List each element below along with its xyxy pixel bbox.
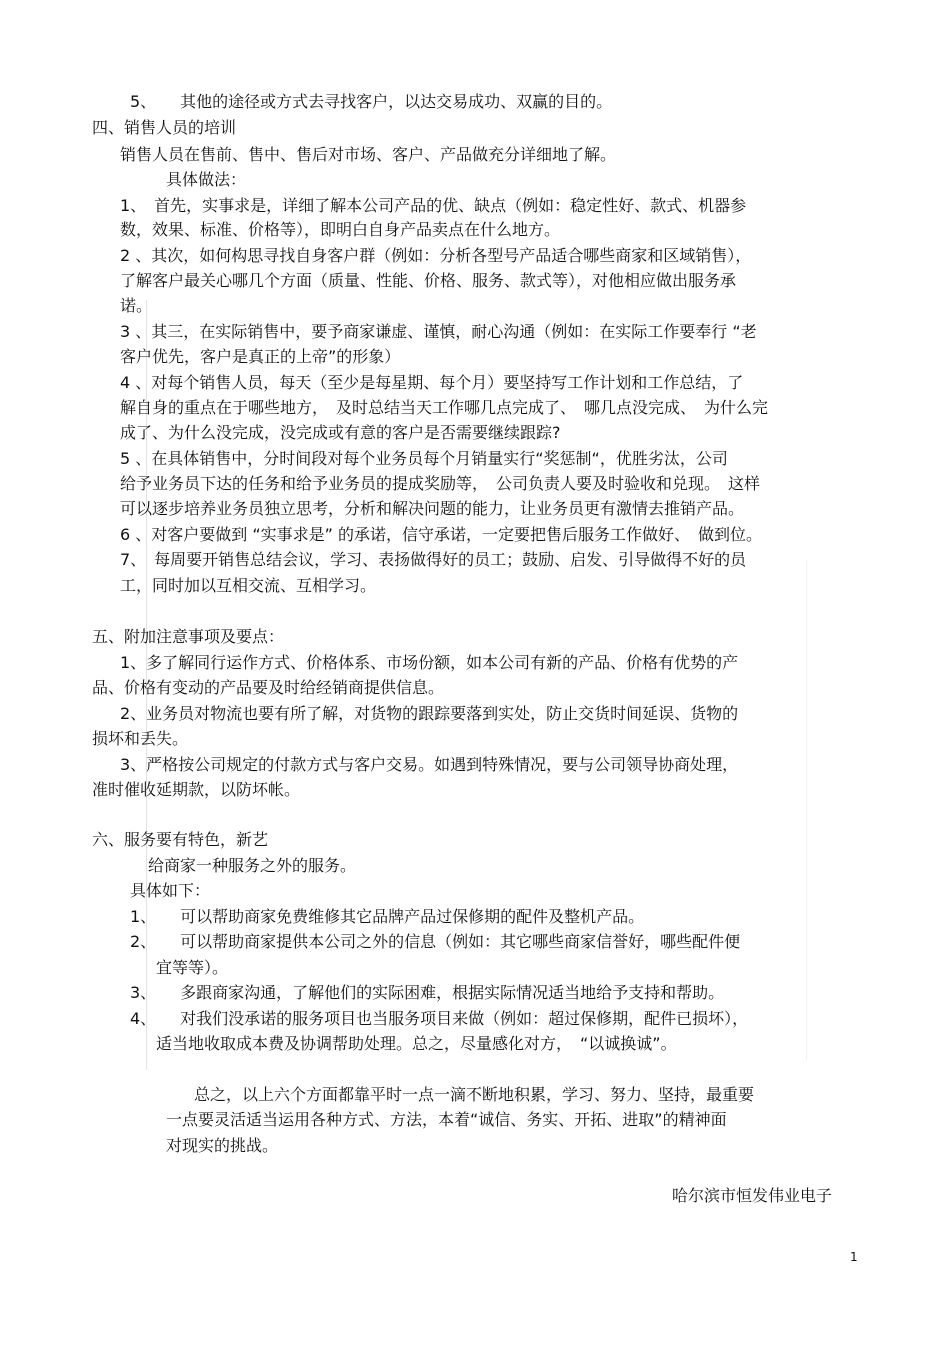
text-line: 工，同时加以互相交流、互相学习。 (120, 576, 377, 595)
text-line: 品、价格有变动的产品要及时给经销商提供信息。 (92, 678, 445, 697)
text-line: 数，效果、标准、价格等），即明白自身产品卖点在什么地方。 (120, 220, 561, 239)
text-line: 一点要灵活适当运用各种方式、方法，本着“诚信、务实、开拓、进取”的精神面 (166, 1110, 727, 1129)
text-line: 1、 可以帮助商家免费维修其它品牌产品过保修期的配件及整机产品。 (130, 907, 645, 926)
company-signature: 哈尔滨市恒发伟业电子 (672, 1186, 833, 1205)
text-line: 对现实的挑战。 (166, 1136, 279, 1155)
page-number: 1 (850, 1250, 858, 1264)
text-line: 销售人员在售前、售中、售后对市场、客户、产品做充分详细地了解。 (120, 145, 617, 164)
margin-line-right (806, 560, 807, 1060)
text-line: 总之，以上六个方面都靠平时一点一滴不断地积累，学习、努力、坚持，最重要 (194, 1085, 755, 1104)
text-line: 诺。 (120, 296, 153, 315)
text-line: 具体如下： (130, 881, 211, 900)
text-line: 3 、其三，在实际销售中，要予商家谦虚、谨慎，耐心沟通（例如：在实际工作要奉行 “老 (120, 322, 757, 341)
text-line: 客户优先，客户是真正的上帝”的形象） (120, 347, 401, 366)
text-line: 给商家一种服务之外的服务。 (148, 856, 357, 875)
text-line: 了解客户最关心哪几个方面（质量、性能、价格、服务、款式等），对他相应做出服务承 (120, 271, 737, 290)
text-line: 给予业务员下达的任务和给予业务员的提成奖励等， 公司负责人要及时验收和兑现。 这样 (120, 474, 761, 493)
text-line: 7、 每周要开销售总结会议，学习、表扬做得好的员工；鼓励、启发、引导做得不好的员 (120, 550, 747, 569)
text-line: 5、 其他的途径或方式去寻找客户，以达交易成功、双赢的目的。 (130, 92, 613, 111)
text-line: 适当地收取成本费及协调帮助处理。总之，尽量感化对方， “以诚换诚”。 (156, 1034, 677, 1053)
text-line: 2、业务员对物流也要有所了解，对货物的跟踪要落到实处，防止交货时间延误、货物的 (120, 704, 739, 723)
text-line: 2 、其次，如何构思寻找自身客户群（例如：分析各型号产品适合哪些商家和区域销售）， (120, 246, 752, 265)
text-line: 2、 可以帮助商家提供本公司之外的信息（例如：其它哪些商家信誉好，哪些配件便 (130, 932, 741, 951)
text-line: 3、 多跟商家沟通，了解他们的实际困难，根据实际情况适当地给予支持和帮助。 (130, 983, 725, 1002)
text-line: 1、 首先，实事求是，详细了解本公司产品的优、缺点（例如：稳定性好、款式、机器参 (120, 196, 747, 215)
text-line: 具体做法： (166, 170, 247, 189)
section-heading: 五、附加注意事项及要点： (92, 627, 285, 646)
text-line: 解自身的重点在于哪些地方， 及时总结当天工作哪几点完成了、 哪几点没完成、 为什么完 (120, 398, 769, 417)
text-line: 6 、对客户要做到 “实事求是” 的承诺，信守承诺，一定要把售后服务工作做好、 做到位。 (120, 525, 763, 544)
text-line: 损坏和丢失。 (92, 729, 189, 748)
text-line: 3、严格按公司规定的付款方式与客户交易。如遇到特殊情况，要与公司领导协商处理， (120, 755, 739, 774)
text-line: 宜等等）。 (156, 958, 229, 977)
text-line: 4 、对每个销售人员，每天（至少是每星期、每个月）要坚持写工作计划和工作总结，了 (120, 373, 744, 392)
text-line: 5 、在具体销售中，分时间段对每个业务员每个月销量实行“奖惩制“，优胜劣汰，公司 (120, 449, 728, 468)
section-heading: 六、服务要有特色，新艺 (92, 830, 269, 849)
text-line: 可以逐步培养业务员独立思考，分析和解决问题的能力，让业务员更有激情去推销产品。 (120, 499, 745, 518)
text-line: 1、多了解同行运作方式、价格体系、市场份额，如本公司有新的产品、价格有优势的产 (120, 653, 739, 672)
text-line: 准时催收延期款，以防坏帐。 (92, 780, 301, 799)
text-line: 4、 对我们没承诺的服务项目也当服务项目来做（例如：超过保修期，配件已损坏）， (130, 1009, 749, 1028)
text-line: 成了、为什么没完成，没完成或有意的客户是否需要继续跟踪? (120, 423, 561, 442)
section-heading: 四、销售人员的培训 (92, 118, 237, 137)
